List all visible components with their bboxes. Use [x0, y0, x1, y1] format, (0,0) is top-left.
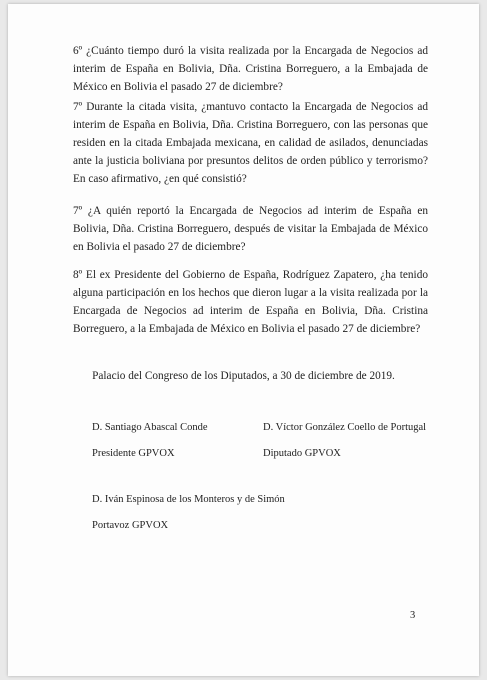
- signatory-1-role: Presidente GPVOX: [92, 448, 175, 459]
- document-page: [8, 4, 479, 676]
- question-7a: 7º Durante la citada visita, ¿mantuvo contacto la Encargada de Negocios ad interim de España en Bolivia, Dña. Cristina Borreguero, con las personas que residen en la citada Embajada mexicana, en calidad de asilados, denunciadas ante la justicia boliviana por presuntos delitos de orden público y terrorismo? En caso afirmativo, ¿en qué consistió?: [73, 101, 428, 185]
- question-7b: 7º ¿A quién reportó la Encargada de Negocios ad interim de España en Bolivia, Dña. Cristina Borreguero, después de visitar la Embajada de México en Bolivia el pasado 27 de diciembre?: [73, 205, 428, 253]
- page-number: 3: [410, 610, 416, 621]
- signatory-3-role: Portavoz GPVOX: [92, 520, 169, 531]
- signatory-2-name: D. Víctor González Coello de Portugal: [263, 422, 427, 433]
- signatory-3-name: D. Iván Espinosa de los Monteros y de Simón: [92, 494, 285, 505]
- signatory-1-name: D. Santiago Abascal Conde: [92, 422, 208, 433]
- place-date: Palacio del Congreso de los Diputados, a 30 de diciembre de 2019.: [92, 370, 395, 382]
- question-8: 8º El ex Presidente del Gobierno de España, Rodríguez Zapatero, ¿ha tenido alguna participación en los hechos que dieron lugar a la visita realizada por la Encargada de Negocios ad interim de España en Bolivia, Dña. Cristina Borreguero, a la Embajada de México en Bolivia el pasado 27 de diciembre?: [73, 269, 428, 335]
- question-6: 6º ¿Cuánto tiempo duró la visita realizada por la Encargada de Negocios ad interim de España en Bolivia, Dña. Cristina Borreguero, a la Embajada de México en Bolivia el pasado 27 de diciembre?: [73, 45, 428, 93]
- signatory-2-role: Diputado GPVOX: [263, 448, 341, 459]
